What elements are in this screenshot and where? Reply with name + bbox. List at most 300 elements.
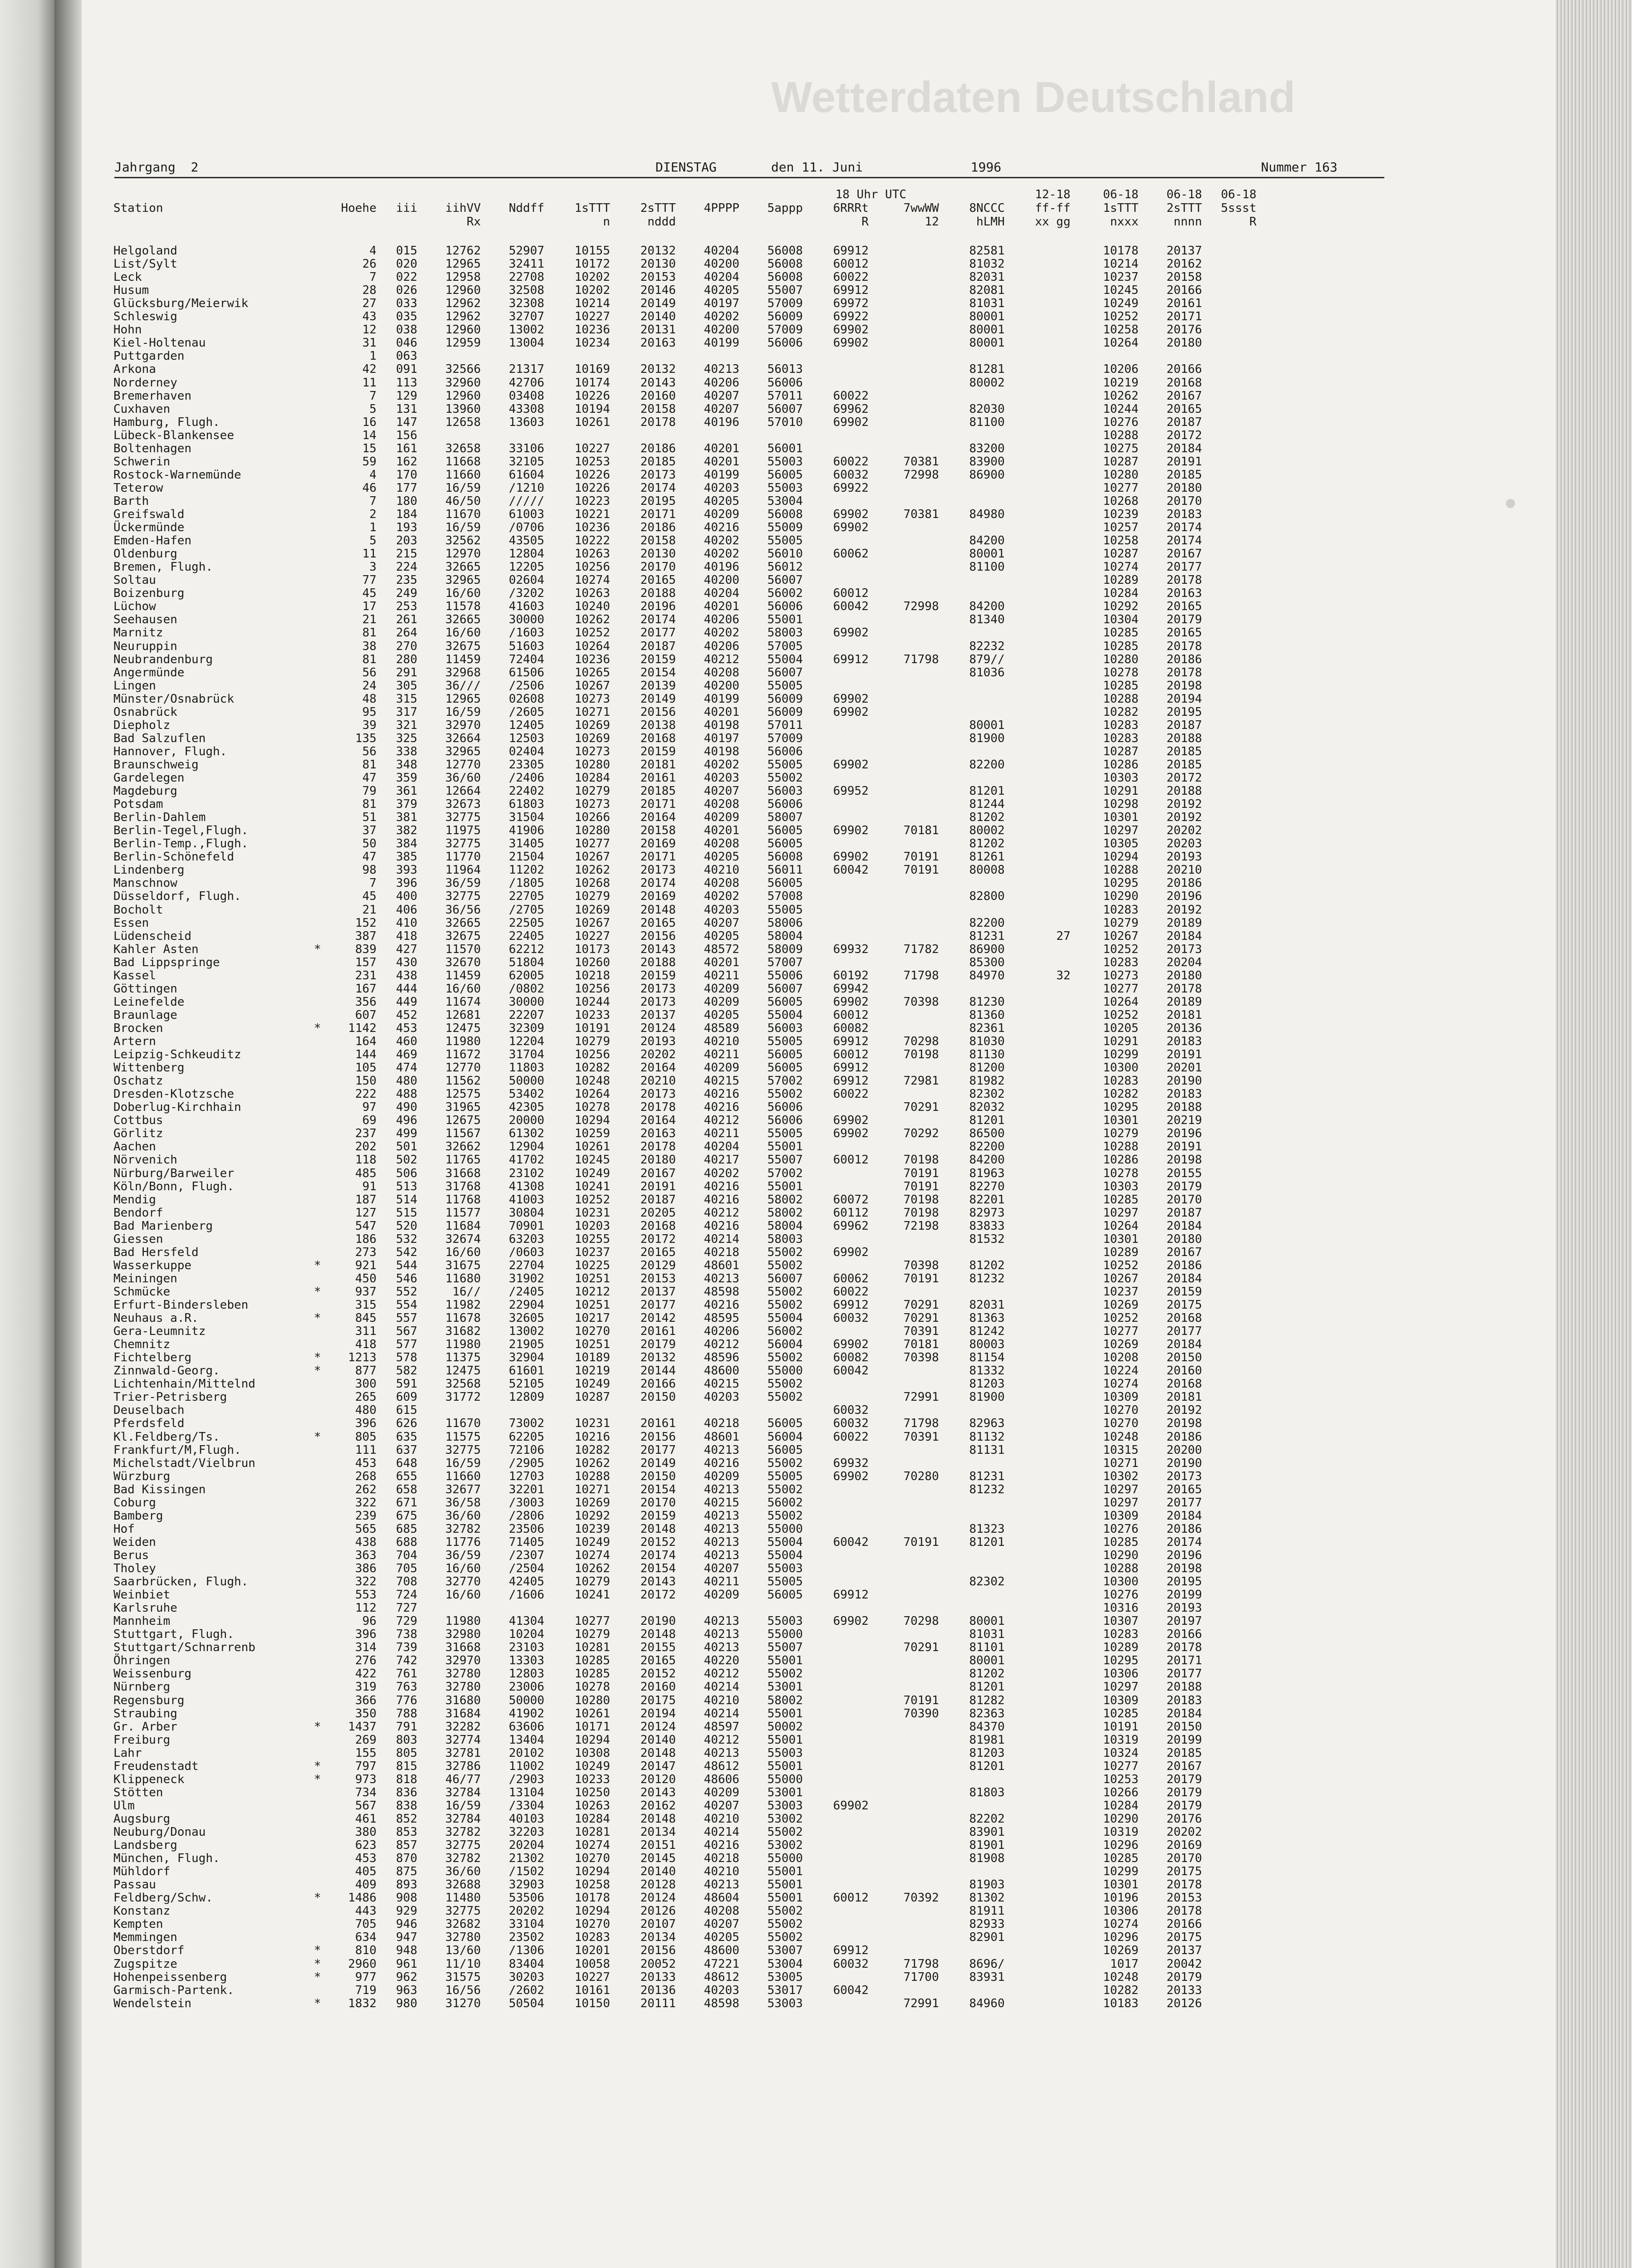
cell-pppp: 40200 — [704, 257, 739, 271]
cell-nddff: 23006 — [508, 1680, 544, 1694]
cell-rrr: 60032 — [833, 1417, 869, 1431]
cell-ttt1: 10281 — [574, 1641, 610, 1655]
station-row — [113, 429, 1429, 442]
cell-ww: 71798 — [903, 652, 939, 666]
cell-tmin: 20137 — [1166, 1944, 1202, 1958]
cell-station: Artern — [113, 1035, 156, 1048]
cell-station: Göttingen — [113, 982, 177, 996]
cell-nccc: 80001 — [969, 336, 1005, 350]
station-row — [113, 1852, 1429, 1865]
cell-pppp: 40216 — [704, 1087, 739, 1101]
cell-station: Trier-Petrisberg — [113, 1390, 227, 1404]
cell-ttt1: 10227 — [574, 929, 610, 943]
cell-tmax: 10301 — [1103, 811, 1138, 825]
cell-ttt2: 20170 — [640, 560, 676, 574]
station-row — [113, 1325, 1429, 1338]
cell-pppp: 40202 — [704, 534, 739, 548]
cell-iii: 671 — [396, 1496, 417, 1510]
cell-hoehe: 135 — [355, 731, 376, 745]
cell-hoehe: 37 — [362, 824, 376, 838]
cell-hoehe: 315 — [355, 1298, 376, 1312]
cell-station: Konstanz — [113, 1904, 171, 1918]
station-row — [113, 1588, 1429, 1602]
station-row — [113, 1549, 1429, 1562]
cell-station: Oldenburg — [113, 547, 177, 561]
cell-tmin: 20183 — [1166, 1693, 1202, 1707]
cell-ttt1: 10263 — [574, 587, 610, 601]
cell-station: Bendorf — [113, 1206, 163, 1220]
cell-iihvv: 32775 — [445, 1443, 481, 1457]
cell-pppp: 40201 — [704, 705, 739, 719]
cell-iii: 724 — [396, 1588, 417, 1602]
cell-station: Regensburg — [113, 1693, 185, 1707]
cell-tmax: 10305 — [1103, 837, 1138, 851]
station-row — [113, 1601, 1429, 1615]
cell-ttt2: 20178 — [640, 1100, 676, 1114]
cell-station: Wendelstein — [113, 1996, 192, 2010]
cell-ttt2: 20130 — [640, 257, 676, 271]
station-row — [113, 1496, 1429, 1510]
cell-hoehe: 7 — [369, 494, 376, 508]
cell-nddff: 32203 — [508, 1825, 544, 1839]
cell-station: Manschnow — [113, 876, 177, 890]
cell-pppp: 40204 — [704, 270, 739, 284]
cell-appp: 56002 — [767, 1496, 803, 1510]
cell-ttt1: 10279 — [574, 1035, 610, 1048]
cell-station: Schmücke — [113, 1285, 171, 1299]
cell-tmax: 10294 — [1103, 850, 1138, 864]
cell-appp: 55001 — [767, 1891, 803, 1905]
cell-tmin: 20190 — [1166, 1074, 1202, 1088]
cell-nddff: 71405 — [508, 1535, 544, 1549]
cell-tmin: 20168 — [1166, 1311, 1202, 1325]
cell-appp: 55003 — [767, 481, 803, 495]
cell-hoehe: 366 — [355, 1693, 376, 1707]
cell-ttt2: 20147 — [640, 1759, 676, 1773]
cell-iihvv: 32970 — [445, 1654, 481, 1668]
cell-station: Bocholt — [113, 903, 163, 917]
cell-ttt1: 10248 — [574, 1074, 610, 1088]
cell-iii: 836 — [396, 1785, 417, 1799]
station-row — [113, 1074, 1429, 1088]
cell-ttt1: 10284 — [574, 771, 610, 785]
cell-ttt2: 20173 — [640, 1087, 676, 1101]
cell-ttt1: 10269 — [574, 718, 610, 732]
cell-tmax: 10178 — [1103, 244, 1138, 258]
cell-tmin: 20178 — [1166, 982, 1202, 996]
column-header-ff-line1: 12-18 — [1035, 188, 1070, 201]
cell-iii: 738 — [396, 1628, 417, 1642]
cell-rrr: 60042 — [833, 1535, 869, 1549]
station-row — [113, 1114, 1429, 1127]
cell-ttt1: 10058 — [574, 1957, 610, 1971]
cell-ttt1: 10267 — [574, 679, 610, 693]
cell-nccc: 82933 — [969, 1917, 1005, 1931]
cell-tmin: 20183 — [1166, 508, 1202, 521]
station-row — [113, 1733, 1429, 1747]
cell-nddff: 83404 — [508, 1957, 544, 1971]
cell-iii: 203 — [396, 534, 417, 548]
cell-station: Norderney — [113, 376, 177, 390]
cell-nccc: 81203 — [969, 1377, 1005, 1391]
cell-iihvv: 36/59 — [445, 1548, 481, 1562]
station-row — [113, 1865, 1429, 1878]
cell-iii: 963 — [396, 1983, 417, 1997]
cell-iii: 264 — [396, 626, 417, 640]
cell-tmax: 10287 — [1103, 455, 1138, 469]
cell-ttt1: 10241 — [574, 1179, 610, 1193]
cell-station: Diepholz — [113, 718, 171, 732]
cell-tmin: 20184 — [1166, 1219, 1202, 1233]
cell-pppp: 40213 — [704, 362, 739, 376]
cell-station: Weissenburg — [113, 1667, 192, 1681]
cell-iihvv: 11480 — [445, 1891, 481, 1905]
cell-hoehe: 81 — [362, 626, 376, 640]
cell-station: Osnabrück — [113, 705, 177, 719]
cell-nccc: 84200 — [969, 600, 1005, 614]
cell-ttt1: 10256 — [574, 1048, 610, 1062]
cell-tmin: 20193 — [1166, 850, 1202, 864]
cell-tmin: 20188 — [1166, 1100, 1202, 1114]
cell-hoehe: 973 — [355, 1772, 376, 1786]
cell-pppp: 40202 — [704, 310, 739, 324]
station-row — [113, 982, 1429, 996]
cell-ww: 70291 — [903, 1100, 939, 1114]
station-row — [113, 1694, 1429, 1707]
cell-ttt1: 10250 — [574, 1785, 610, 1799]
station-row — [113, 1535, 1429, 1549]
year-label: 1996 — [971, 160, 1002, 175]
cell-hoehe: 16 — [362, 415, 376, 429]
cell-appp: 58003 — [767, 626, 803, 640]
cell-tmax: 10296 — [1103, 1838, 1138, 1853]
cell-pppp: 40202 — [704, 890, 739, 904]
cell-tmin: 20173 — [1166, 1469, 1202, 1483]
cell-ttt2: 20132 — [640, 1351, 676, 1365]
cell-ttt1: 10279 — [574, 1628, 610, 1642]
cell-nddff: 13004 — [508, 336, 544, 350]
cell-nccc: 82031 — [969, 1298, 1005, 1312]
cell-nccc: 82302 — [969, 1087, 1005, 1101]
cell-hoehe: 5 — [369, 402, 376, 416]
cell-nccc: 83200 — [969, 441, 1005, 455]
cell-hoehe: 480 — [355, 1403, 376, 1418]
cell-ttt1: 10252 — [574, 626, 610, 640]
cell-ttt1: 10219 — [574, 1364, 610, 1378]
cell-appp: 55001 — [767, 1179, 803, 1193]
cell-nccc: 82361 — [969, 1021, 1005, 1035]
cell-pppp: 40212 — [704, 1667, 739, 1681]
cell-ttt1: 10223 — [574, 494, 610, 508]
cell-rrr: 69912 — [833, 1298, 869, 1312]
cell-pppp: 40205 — [704, 1008, 739, 1022]
cell-iihvv: 11980 — [445, 1614, 481, 1628]
cell-appp: 55007 — [767, 1153, 803, 1167]
cell-station: Lingen — [113, 679, 156, 693]
cell-tmin: 20166 — [1166, 1917, 1202, 1931]
cell-nddff: 30000 — [508, 613, 544, 627]
cell-tmax: 10297 — [1103, 1496, 1138, 1510]
cell-appp: 56006 — [767, 336, 803, 350]
cell-station: Mühldorf — [113, 1865, 171, 1879]
cell-tmin: 20191 — [1166, 1140, 1202, 1154]
cell-tmax: 10214 — [1103, 257, 1138, 271]
cell-iihvv: 16/60 — [445, 1562, 481, 1575]
station-row — [113, 1614, 1429, 1628]
cell-ttt2: 20210 — [640, 1074, 676, 1088]
cell-nccc: 81202 — [969, 811, 1005, 825]
mountain-station-marker: * — [314, 1311, 321, 1325]
station-row — [113, 1746, 1429, 1760]
cell-pppp: 48601 — [704, 1258, 739, 1272]
cell-tmin: 20176 — [1166, 1812, 1202, 1826]
station-row — [113, 1825, 1429, 1839]
cell-pppp: 40217 — [704, 1153, 739, 1167]
cell-rrr: 60012 — [833, 1891, 869, 1905]
cell-ww: 70291 — [903, 1641, 939, 1655]
cell-tmax: 10285 — [1103, 1706, 1138, 1721]
cell-pppp: 40202 — [704, 758, 739, 772]
cell-appp: 55002 — [767, 1667, 803, 1681]
cell-iii: 815 — [396, 1759, 417, 1773]
cell-nddff: /1805 — [508, 876, 544, 890]
cell-iihvv: 32786 — [445, 1759, 481, 1773]
station-row — [113, 1364, 1429, 1378]
cell-pppp: 40197 — [704, 731, 739, 745]
cell-appp: 55005 — [767, 1035, 803, 1048]
cell-ttt1: 10226 — [574, 389, 610, 403]
cell-hoehe: 805 — [355, 1430, 376, 1444]
cell-tmin: 20180 — [1166, 481, 1202, 495]
cell-ttt2: 20148 — [640, 1812, 676, 1826]
cell-tmin: 20198 — [1166, 1562, 1202, 1575]
cell-station: Aachen — [113, 1140, 156, 1154]
station-row — [113, 1509, 1429, 1523]
cell-ttt1: 10231 — [574, 1417, 610, 1431]
cell-nddff: 50504 — [508, 1996, 544, 2010]
cell-rrr: 69922 — [833, 310, 869, 324]
cell-tmin: 20185 — [1166, 468, 1202, 482]
cell-nddff: 22704 — [508, 1258, 544, 1272]
cell-ww: 70191 — [903, 1179, 939, 1193]
cell-ttt2: 20159 — [640, 652, 676, 666]
cell-hoehe: 453 — [355, 1852, 376, 1866]
station-row — [113, 1377, 1429, 1391]
cell-nccc: 81132 — [969, 1430, 1005, 1444]
column-header-ttt1-line2: 1sTTT — [574, 201, 610, 215]
cell-nddff: /3202 — [508, 587, 544, 601]
cell-ttt2: 20163 — [640, 1127, 676, 1141]
station-row — [113, 1812, 1429, 1826]
cell-tmax: 10270 — [1103, 1417, 1138, 1431]
cell-station: Lindenberg — [113, 863, 185, 877]
cell-tmax: 10299 — [1103, 1865, 1138, 1879]
cell-nddff: /2504 — [508, 1562, 544, 1575]
cell-station: Berlin-Temp.,Flugh. — [113, 837, 249, 851]
cell-ttt2: 20160 — [640, 389, 676, 403]
cell-ttt1: 10259 — [574, 1127, 610, 1141]
cell-rrr: 69922 — [833, 481, 869, 495]
cell-tmin: 20168 — [1166, 376, 1202, 390]
cell-nddff: 50000 — [508, 1693, 544, 1707]
cell-nccc: 81242 — [969, 1325, 1005, 1339]
cell-iihvv: 11672 — [445, 1048, 481, 1062]
cell-ttt2: 20171 — [640, 508, 676, 521]
station-row — [113, 323, 1429, 337]
cell-ttt1: 10222 — [574, 534, 610, 548]
cell-pppp: 40218 — [704, 1417, 739, 1431]
cell-pppp: 40213 — [704, 1482, 739, 1496]
cell-nddff: 41003 — [508, 1193, 544, 1207]
cell-ttt2: 20172 — [640, 1588, 676, 1602]
cell-appp: 56007 — [767, 573, 803, 587]
cell-ttt1: 10262 — [574, 863, 610, 877]
cell-ttt2: 20181 — [640, 758, 676, 772]
cell-hoehe: 322 — [355, 1496, 376, 1510]
cell-tmax: 10224 — [1103, 1364, 1138, 1378]
cell-pppp: 40216 — [704, 521, 739, 535]
cell-hoehe: 164 — [355, 1035, 376, 1048]
cell-pppp: 40204 — [704, 1140, 739, 1154]
cell-iihvv: 46/77 — [445, 1772, 481, 1786]
cell-tmax: 1017 — [1110, 1957, 1138, 1971]
cell-appp: 58007 — [767, 811, 803, 825]
cell-ww: 70198 — [903, 1193, 939, 1207]
cell-nccc: 81130 — [969, 1048, 1005, 1062]
cell-iihvv: 32688 — [445, 1878, 481, 1892]
cell-tmin: 20165 — [1166, 600, 1202, 614]
station-row — [113, 1232, 1429, 1246]
cell-pppp: 40207 — [704, 1562, 739, 1575]
cell-pppp: 40202 — [704, 626, 739, 640]
cell-appp: 56005 — [767, 1048, 803, 1062]
cell-tmin: 20203 — [1166, 837, 1202, 851]
cell-iii: 396 — [396, 876, 417, 890]
station-row — [113, 1838, 1429, 1852]
cell-nccc: 81202 — [969, 1258, 1005, 1272]
cell-ttt2: 20174 — [640, 1548, 676, 1562]
cell-tmax: 10309 — [1103, 1390, 1138, 1404]
cell-tmax: 10275 — [1103, 441, 1138, 455]
cell-appp: 55001 — [767, 1865, 803, 1879]
cell-nccc: 80001 — [969, 547, 1005, 561]
column-header-station-line2: Station — [113, 201, 163, 215]
cell-iihvv: 32566 — [445, 362, 481, 376]
cell-tmin: 20196 — [1166, 1548, 1202, 1562]
cell-station: Weinbiet — [113, 1588, 171, 1602]
cell-station: Erfurt-Bindersleben — [113, 1298, 249, 1312]
cell-tmin: 20200 — [1166, 1443, 1202, 1457]
cell-tmax: 10289 — [1103, 1245, 1138, 1259]
cell-ttt2: 20194 — [640, 1706, 676, 1721]
cell-appp: 53002 — [767, 1838, 803, 1853]
cell-hoehe: 485 — [355, 1166, 376, 1180]
cell-pppp: 40218 — [704, 1245, 739, 1259]
cell-nddff: 03408 — [508, 389, 544, 403]
cell-nccc: 82201 — [969, 1193, 1005, 1207]
cell-iihvv: 32780 — [445, 1667, 481, 1681]
cell-rrr: 60042 — [833, 863, 869, 877]
cell-station: Karlsruhe — [113, 1601, 177, 1615]
cell-ttt1: 10267 — [574, 850, 610, 864]
cell-iii: 615 — [396, 1403, 417, 1418]
cell-station: Zugspitze — [113, 1957, 177, 1971]
cell-hoehe: 7 — [369, 270, 376, 284]
cell-ttt1: 10262 — [574, 1562, 610, 1575]
cell-nddff: 13303 — [508, 1654, 544, 1668]
cell-iii: 637 — [396, 1443, 417, 1457]
cell-appp: 56005 — [767, 995, 803, 1009]
cell-hoehe: 409 — [355, 1878, 376, 1892]
cell-pppp: 40215 — [704, 1377, 739, 1391]
cell-tmax: 10288 — [1103, 1562, 1138, 1575]
cell-nccc: 8696/ — [969, 1957, 1005, 1971]
cell-appp: 56002 — [767, 1325, 803, 1339]
cell-ttt2: 20052 — [640, 1957, 676, 1971]
cell-ttt2: 20152 — [640, 1667, 676, 1681]
cell-pppp: 40214 — [704, 1680, 739, 1694]
cell-pppp: 48612 — [704, 1970, 739, 1984]
cell-hoehe: 634 — [355, 1931, 376, 1945]
cell-ttt2: 20158 — [640, 824, 676, 838]
station-table — [113, 244, 1429, 2240]
column-header-iihvv-line2: iihVV — [445, 201, 481, 215]
cell-nddff: 20204 — [508, 1838, 544, 1853]
cell-tmax: 10288 — [1103, 863, 1138, 877]
cell-iihvv: 31772 — [445, 1390, 481, 1404]
station-row — [113, 402, 1429, 416]
cell-nddff: 32309 — [508, 1021, 544, 1035]
station-row — [113, 1311, 1429, 1325]
cell-ttt2: 20173 — [640, 982, 676, 996]
cell-iihvv: 32775 — [445, 1838, 481, 1853]
cell-ttt2: 20143 — [640, 376, 676, 390]
cell-iii: 788 — [396, 1706, 417, 1721]
cell-ww: 71798 — [903, 968, 939, 982]
cell-appp: 55001 — [767, 1140, 803, 1154]
cell-nccc: 82901 — [969, 1931, 1005, 1945]
cell-iii: 514 — [396, 1193, 417, 1207]
cell-nddff: 23506 — [508, 1522, 544, 1536]
cell-nddff: /2705 — [508, 903, 544, 917]
cell-hoehe: 300 — [355, 1377, 376, 1391]
cell-iihvv: 12960 — [445, 323, 481, 337]
cell-iii: 961 — [396, 1957, 417, 1971]
cell-nccc: 80002 — [969, 376, 1005, 390]
cell-nddff: /0706 — [508, 521, 544, 535]
cell-ttt1: 10227 — [574, 441, 610, 455]
cell-pppp: 40216 — [704, 1100, 739, 1114]
cell-station: Wasserkuppe — [113, 1258, 192, 1272]
cell-pppp: 40201 — [704, 955, 739, 969]
cell-station: Braunschweig — [113, 758, 199, 772]
cell-hoehe: 24 — [362, 679, 376, 693]
cell-tmin: 20196 — [1166, 1127, 1202, 1141]
cell-nccc: 81982 — [969, 1074, 1005, 1088]
cell-appp: 55006 — [767, 968, 803, 982]
cell-iii: 418 — [396, 929, 417, 943]
station-row — [113, 679, 1429, 693]
column-header-ttt2-line3: nddd — [647, 215, 676, 229]
cell-ttt1: 10233 — [574, 1772, 610, 1786]
cell-station: Nürburg/Barweiler — [113, 1166, 235, 1180]
cell-station: Neuruppin — [113, 639, 177, 653]
cell-appp: 56005 — [767, 837, 803, 851]
cell-ttt1: 10264 — [574, 1087, 610, 1101]
station-row — [113, 1390, 1429, 1404]
cell-ttt1: 10225 — [574, 1258, 610, 1272]
cell-nccc: 81230 — [969, 995, 1005, 1009]
